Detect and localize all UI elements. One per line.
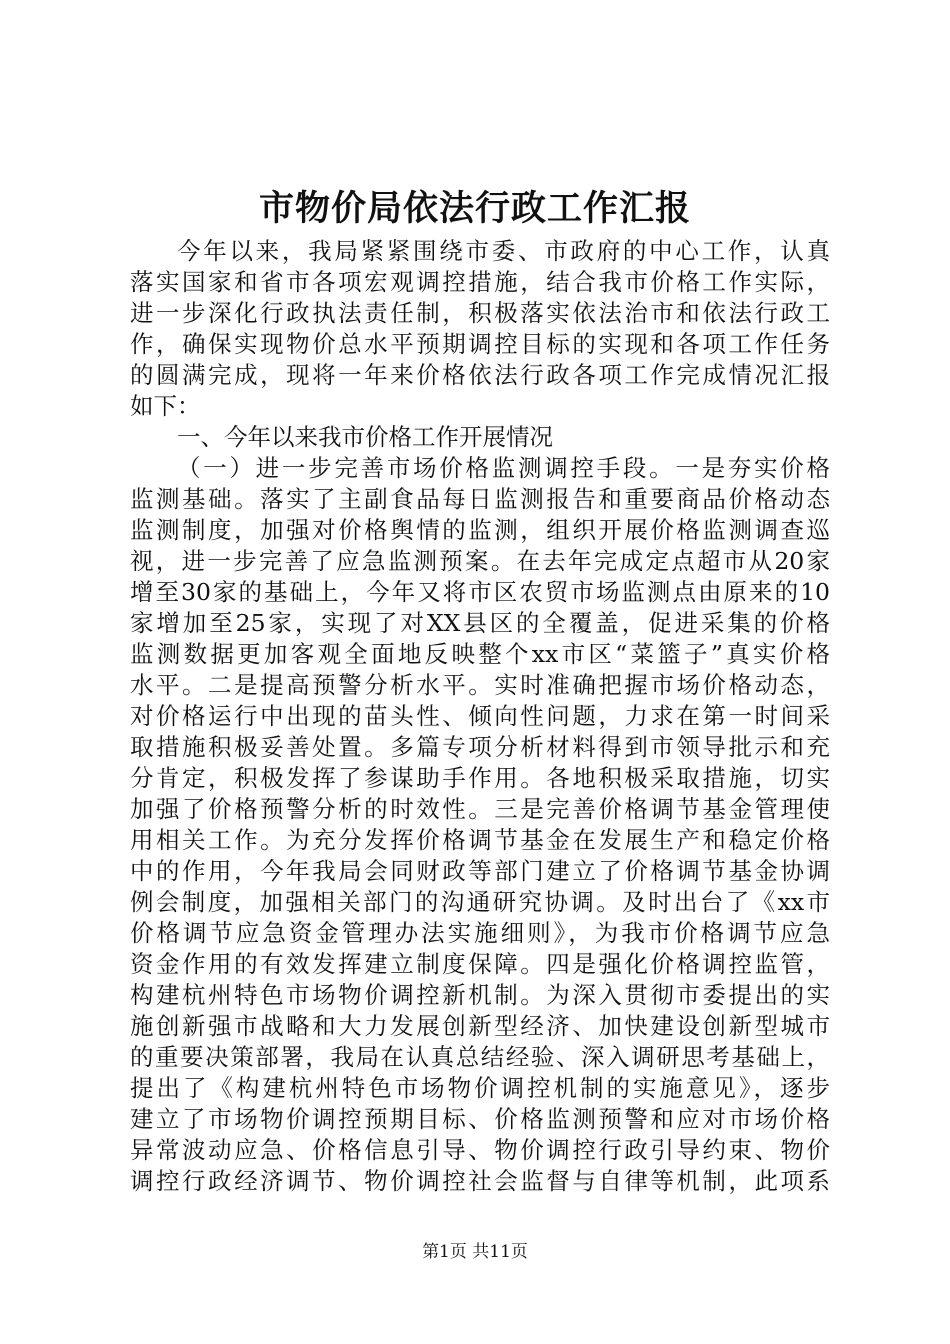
paragraph-line: 提出了《构建杭州特色市场物价调控机制的实施意见》，逐步 [130, 1074, 830, 1102]
paragraph-line: 例会制度，加强相关部门的沟通研究协调。及时出台了《xx市 [130, 888, 830, 916]
paragraph-line: 作，确保实现物价总水平预期调控目标的实现和各项工作任务 [130, 330, 830, 358]
paragraph-line: 监测制度，加强对价格舆情的监测，组织开展价格监测调查巡 [130, 516, 830, 544]
paragraph-line: 构建杭州特色市场物价调控新机制。为深入贯彻市委提出的实 [130, 981, 830, 1009]
paragraph-line: 资金作用的有效发挥建立制度保障。四是强化价格调控监管， [130, 950, 830, 978]
paragraph-line: 家增加至25家，实现了对XX县区的全覆盖，促进采集的价格 [130, 609, 830, 637]
paragraph-line: 的重要决策部署，我局在认真总结经验、深入调研思考基础上， [130, 1043, 830, 1071]
paragraph-line: 今年以来，我局紧紧围绕市委、市政府的中心工作，认真 [177, 237, 830, 265]
paragraph-line: 水平。二是提高预警分析水平。实时准确把握市场价格动态， [130, 671, 830, 699]
paragraph-line: 建立了市场物价调控预期目标、价格监测预警和应对市场价格 [130, 1105, 830, 1133]
section-heading: 一、今年以来我市价格工作开展情况 [177, 423, 553, 451]
paragraph-line: 取措施积极妥善处置。多篇专项分析材料得到市领导批示和充 [130, 733, 830, 761]
paragraph-line: 中的作用，今年我局会同财政等部门建立了价格调节基金协调 [130, 857, 830, 885]
page-footer: 第1页 共11页 [422, 1242, 528, 1262]
document-title: 市物价局依法行政工作汇报 [258, 188, 691, 229]
document-body [130, 236, 830, 1197]
paragraph-line: 价格调节应急资金管理办法实施细则》，为我市价格调节应急 [130, 919, 830, 947]
paragraph-line: 增至30家的基础上，今年又将市区农贸市场监测点由原来的10 [130, 578, 830, 606]
paragraph-line: 调控行政经济调节、物价调控社会监督与自律等机制，此项系 [130, 1167, 830, 1195]
paragraph-line: 监测基础。落实了主副食品每日监测报告和重要商品价格动态 [130, 485, 830, 513]
paragraph-line: 的圆满完成，现将一年来价格依法行政各项工作完成情况汇报 [130, 361, 830, 389]
paragraph-line: 进一步深化行政执法责任制，积极落实依法治市和依法行政工 [130, 299, 830, 327]
paragraph-line: 视，进一步完善了应急监测预案。在去年完成定点超市从20家 [130, 547, 830, 575]
paragraph-line: （一）进一步完善市场价格监测调控手段。一是夯实价格 [177, 454, 830, 482]
paragraph-line: 落实国家和省市各项宏观调控措施，结合我市价格工作实际， [130, 268, 830, 296]
paragraph-line: 如下： [130, 392, 201, 420]
paragraph-line: 施创新强市战略和大力发展创新型经济、加快建设创新型城市 [130, 1012, 830, 1040]
paragraph-line: 用相关工作。为充分发挥价格调节基金在发展生产和稳定价格 [130, 826, 830, 854]
paragraph-line: 监测数据更加客观全面地反映整个xx市区“菜篮子”真实价格 [130, 640, 830, 668]
paragraph-line: 加强了价格预警分析的时效性。三是完善价格调节基金管理使 [130, 795, 830, 823]
paragraph-line: 对价格运行中出现的苗头性、倾向性问题，力求在第一时间采 [130, 702, 830, 730]
paragraph-line: 分肯定，积极发挥了参谋助手作用。各地积极采取措施，切实 [130, 764, 830, 792]
paragraph-line: 异常波动应急、价格信息引导、物价调控行政引导约束、物价 [130, 1136, 830, 1164]
